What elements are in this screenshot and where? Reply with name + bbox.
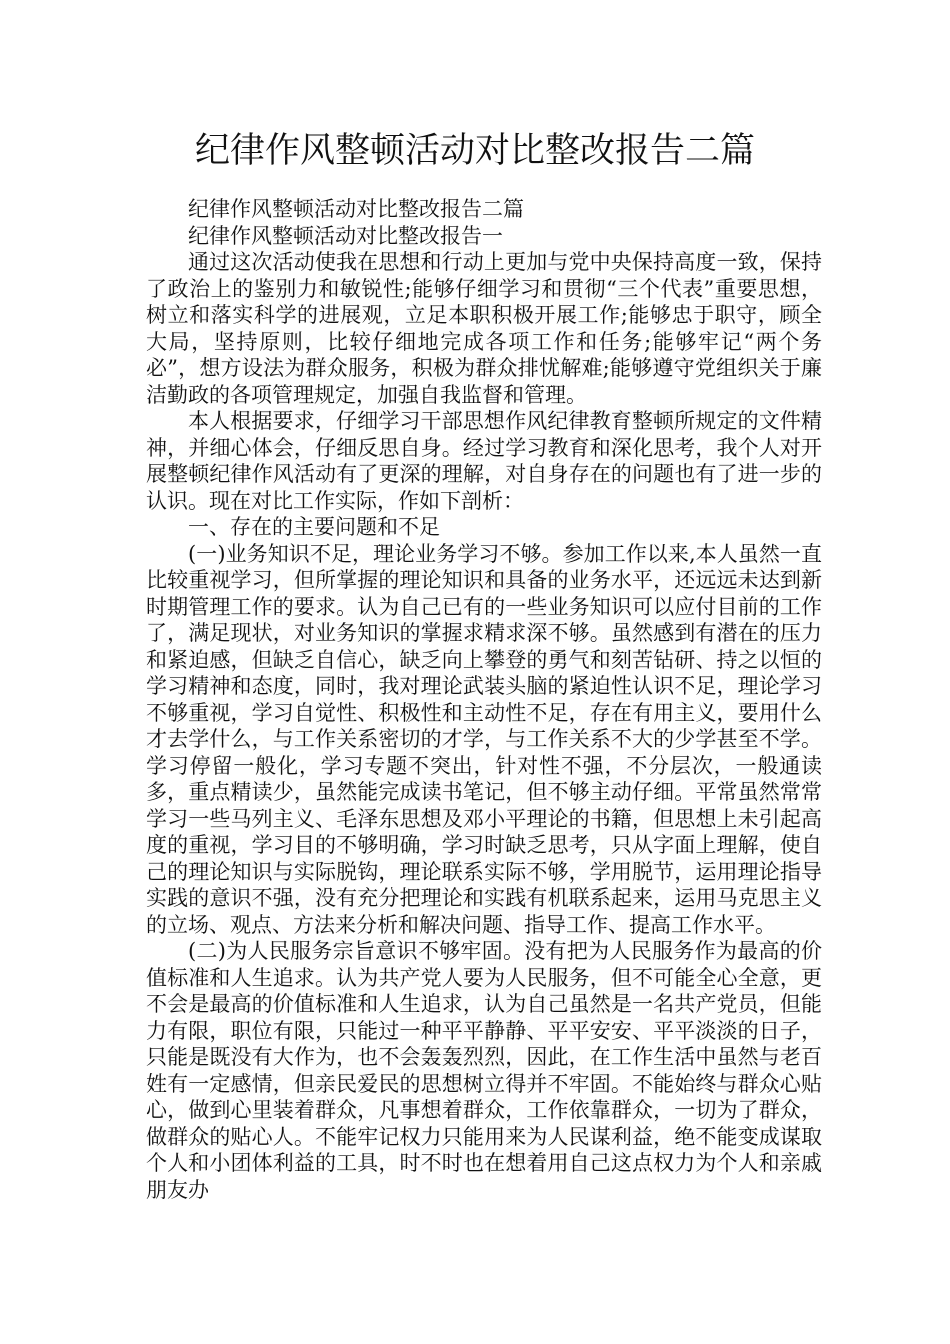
section-heading-problems: 一、存在的主要问题和不足	[188, 515, 440, 539]
paragraph-intro: 通过这次活动使我在思想和行动上更加与党中央保持高度一致，保持了政治上的鉴别力和敏锐性;能够仔细学习和贯彻“三个代表”重要思想，树立和落实科学的进展观，立足本职积极开展工作;能够忠于职守，顾全大局，坚持原则，比较仔细地完成各项工作和任务;能够牢记“两个务必”，想方设法为群众服务，积极为群众排忧解难;能够遵守党组织关于廉洁勤政的各项管理规定，加强自我监督和管理。	[146, 250, 822, 407]
document-body	[146, 196, 822, 1203]
paragraph-problem-one: (一)业务知识不足，理论业务学习不够。参加工作以来,本人虽然一直比较重视学习，但所掌握的理论知识和具备的业务水平，还远远未达到新时期管理工作的要求。认为自己已有的一些业务知识可以应付目前的工作了，满足现状，对业务知识的掌握求精求深不够。虽然感到有潜在的压力和紧迫感，但缺乏自信心，缺乏向上攀登的勇气和刻苦钻研、持之以恒的学习精神和态度，同时，我对理论武装头脑的紧迫性认识不足，理论学习不够重视，学习自觉性、积极性和主动性不足，存在有用主义，要用什么才去学什么，与工作关系密切的才学，与工作关系不大的少学甚至不学。学习停留一般化，学习专题不突出，针对性不强，不分层次，一般通读多，重点精读少，虽然能完成读书笔记，但不够主动仔细。平常虽然常常学习一些马列主义、毛泽东思想及邓小平理论的书籍，但思想上未引起高度的重视，学习目的不够明确，学习时缺乏思考，只从字面上理解，使自己的理论知识与实际脱钩，理论联系实际不够，学用脱节，运用理论指导实践的意识不强，没有充分把理论和实践有机联系起来，运用马克思主义的立场、观点、方法来分析和解决问题、指导工作、提高工作水平。	[146, 541, 822, 937]
paragraph-study-reflection: 本人根据要求，仔细学习干部思想作风纪律教育整顿所规定的文件精神，并细心体会，仔细反思自身。经过学习教育和深化思考，我个人对开展整顿纪律作风活动有了更深的理解，对自身存在的问题也有了进一步的认识。现在对比工作实际，作如下剖析：	[146, 409, 822, 513]
paragraph-subtitle-report-one: 纪律作风整顿活动对比整改报告一	[188, 223, 503, 248]
paragraph-subtitle-collection: 纪律作风整顿活动对比整改报告二篇	[188, 197, 524, 221]
document-title: 纪律作风整顿活动对比整改报告二篇	[194, 131, 755, 171]
paragraph-problem-two: (二)为人民服务宗旨意识不够牢固。没有把为人民服务作为最高的价值标准和人生追求。认为共产党人要为人民服务，但不可能全心全意，更不会是最高的价值标准和人生追求，认为自己虽然是一名共产党员，但能力有限，职位有限，只能过一种平平静静、平平安安、平平淡淡的日子，只能是既没有大作为，也不会轰轰烈烈，因此，在工作生活中虽然与老百姓有一定感情，但亲民爱民的思想树立得并不牢固。不能始终与群众心贴心，做到心里装着群众，凡事想着群众，工作依靠群众，一切为了群众，做群众的贴心人。不能牢记权力只能用来为人民谋利益，绝不能变成谋取个人和小团体利益的工具，时不时也在想着用自己这点权力为个人和亲戚朋友办	[146, 939, 822, 1202]
